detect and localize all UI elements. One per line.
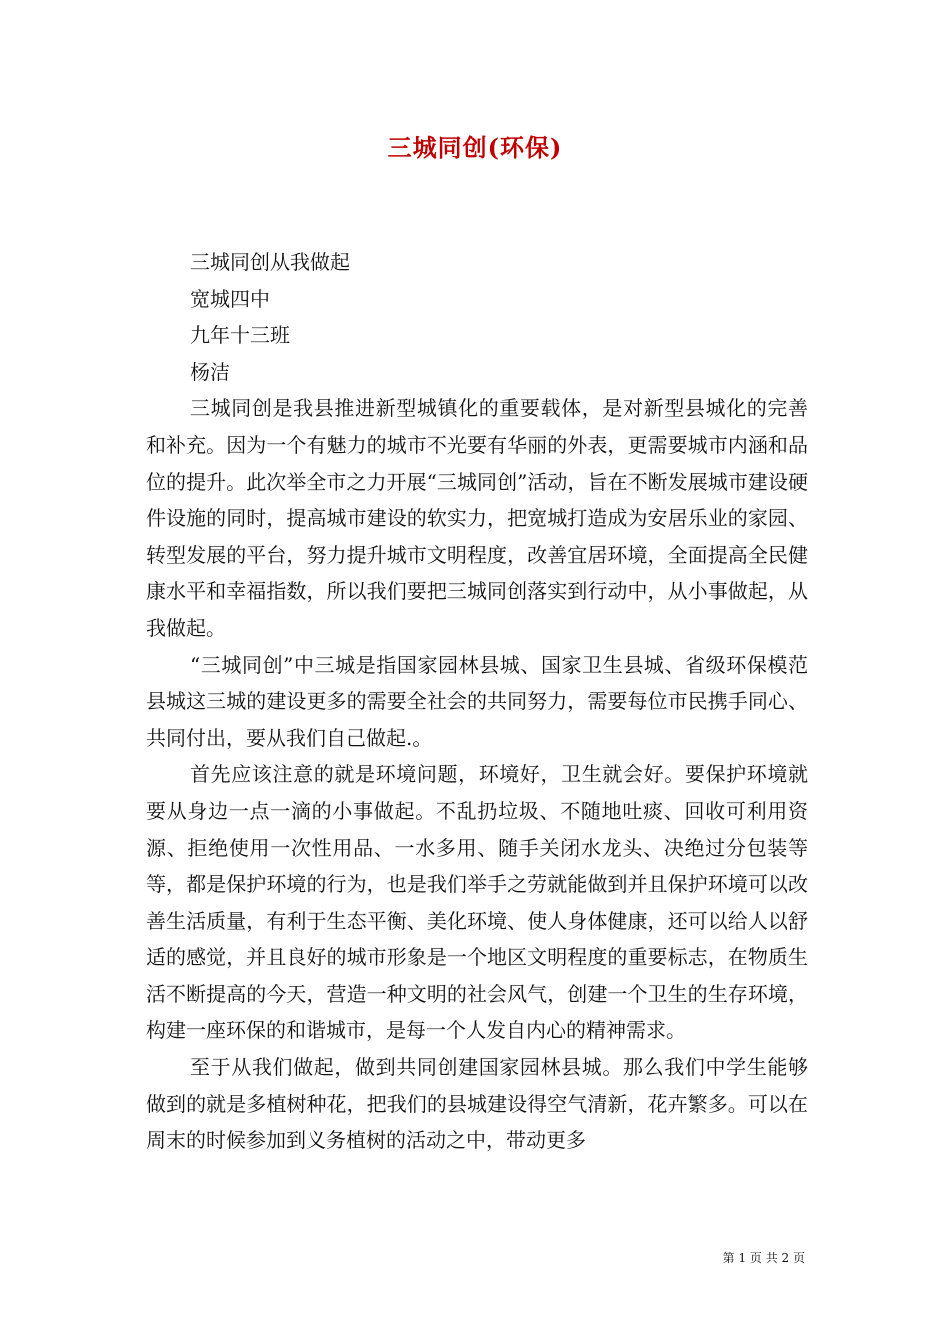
paragraph: 三城同创是我县推进新型城镇化的重要载体，是对新型县城化的完善和补充。因为一个有魅力的城市不光要有华丽的外表，更需要城市内涵和品位的提升。此次举全市之力开展“三城同创”活动，旨在不断发展城市建设硬件设施的同时，提高城市建设的软实力，把宽城打造成为安居乐业的家园、转型发展的平台，努力提升城市文明程度，改善宜居环境，全面提高全民健康水平和幸福指数，所以我们要把三城同创落实到行动中，从小事做起，从我做起。 (146, 396, 808, 640)
document-body (146, 244, 808, 1159)
paragraph: 首先应该注意的就是环境问题，环境好，卫生就会好。要保护环境就要从身边一点一滴的小事做起。不乱扔垃圾、不随地吐痰、回收可利用资源、拒绝使用一次性用品、一水多用、随手关闭水龙头、决绝过分包装等等，都是保护环境的行为，也是我们举手之劳就能做到并且保护环境可以改善生活质量，有利于生态平衡、美化环境、使人身体健康，还可以给人以舒适的感觉，并且良好的城市形象是一个地区文明程度的重要标志，在物质生活不断提高的今天，营造一种文明的社会风气，创建一个卫生的生存环境，构建一座环保的和谐城市，是每一个人发自内心的精神需求。 (146, 762, 808, 1043)
paragraph: 至于从我们做起，做到共同创建国家园林县城。那么我们中学生能够做到的就是多植树种花，把我们的县城建设得空气清新，花卉繁多。可以在周末的时候参加到义务植树的活动之中，带动更多 (146, 1055, 808, 1153)
document-title: 三城同创(环保) (387, 133, 563, 162)
header-line-subtitle: 三城同创从我做起 (190, 250, 350, 274)
header-line-class: 九年十三班 (190, 323, 290, 348)
header-line-author: 杨洁 (190, 359, 230, 384)
page-number-footer: 第 1 页 共 2 页 (722, 1251, 805, 1265)
header-line-school: 宽城四中 (190, 286, 270, 311)
paragraph: “三城同创”中三城是指国家园林县城、国家卫生县城、省级环保模范县城这三城的建设更多的需要全社会的共同努力，需要每位市民携手同心、共同付出，要从我们自己做起.。 (146, 652, 808, 750)
